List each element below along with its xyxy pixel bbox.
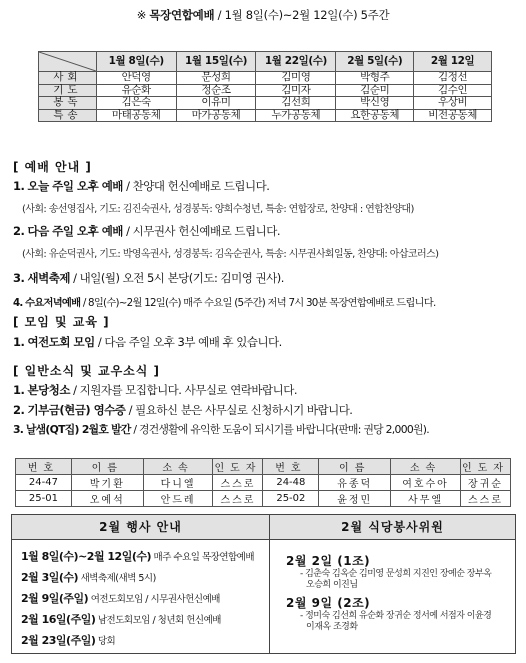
service-group-names: - 김춘숙 김옥순 김미영 문성희 지진인 장예순 장부옥 bbox=[300, 569, 492, 579]
event-item bbox=[21, 548, 254, 564]
schedule-date-header: 1월 15일(수) bbox=[176, 52, 256, 72]
schedule-date-header: 1월 8일(수) bbox=[96, 52, 176, 72]
schedule-date-header: 2월 5일(수) bbox=[336, 52, 414, 72]
table-cell: 사무엘 bbox=[391, 491, 461, 507]
table-cell: 24-47 bbox=[16, 475, 72, 491]
worship-item bbox=[13, 270, 284, 286]
title-sep: / bbox=[217, 8, 222, 22]
schedule-cell: 요한공동체 bbox=[336, 109, 414, 122]
item-number: 1. bbox=[13, 383, 25, 397]
meeting-heading: [ 모임 및 교육 ] bbox=[13, 315, 110, 329]
item-title: 본당청소 bbox=[27, 383, 70, 397]
event-item bbox=[21, 632, 115, 648]
item-title: 기부금(현금) 영수증 bbox=[27, 403, 126, 417]
service-group-date: 2월 9일 (2조) bbox=[286, 596, 371, 610]
service-group-names: 오승희 이진님 bbox=[306, 580, 358, 590]
table-cell: 윤정민 bbox=[319, 491, 391, 507]
page-title bbox=[0, 7, 526, 23]
event-desc: 남전도회모임 / 청년회 헌신예배 bbox=[95, 615, 221, 626]
title-main: 목장연합예배 bbox=[149, 8, 215, 22]
item-text: / 지원자를 모집합니다. 사무실로 연락바랍니다. bbox=[69, 383, 298, 397]
table-row bbox=[16, 491, 511, 507]
item-text: / 시무권사 헌신예배로 드립니다. bbox=[122, 224, 280, 238]
schedule-row-special-song bbox=[39, 109, 492, 122]
item-number: 4. bbox=[13, 297, 23, 309]
news-heading: [ 일반소식 및 교우소식 ] bbox=[13, 364, 161, 378]
item-title: 수요저녁예배 bbox=[25, 297, 81, 309]
schedule-cell: 문성희 bbox=[176, 72, 256, 85]
schedule-row-reading bbox=[39, 97, 492, 110]
event-desc: 여전도회모임 / 시무권사헌신예배 bbox=[88, 594, 220, 605]
table-cell: 안드레 bbox=[143, 491, 213, 507]
service-group-names: - 정미숙 김선희 유순화 장귀순 정서예 서점자 이윤경 bbox=[300, 611, 492, 621]
event-item bbox=[21, 611, 221, 627]
worship-item bbox=[13, 178, 269, 194]
schedule-header-row bbox=[39, 52, 492, 72]
schedule-cell: 이유미 bbox=[176, 97, 256, 110]
table-cell: 스스로 bbox=[460, 491, 510, 507]
event-date: 2월 9일(주일) bbox=[21, 592, 89, 605]
item-text: / 경건생활에 유익한 도움이 되시기를 바랍니다(판매: 권당 2,000원). bbox=[130, 423, 430, 436]
event-desc: 당회 bbox=[95, 636, 116, 647]
schedule-cell: 김순미 bbox=[336, 84, 414, 97]
news-item bbox=[13, 382, 297, 398]
events-heading: 2월 행사 안내 bbox=[12, 515, 269, 540]
schedule-row-emcee bbox=[39, 72, 492, 85]
service-heading: 2월 식당봉사위원 bbox=[270, 515, 515, 540]
bottom-info-panel bbox=[11, 514, 516, 654]
schedule-corner-cell bbox=[39, 52, 97, 72]
item-title: 새벽축제 bbox=[27, 271, 70, 285]
table-cell: 박기환 bbox=[71, 475, 143, 491]
event-date: 2월 23일(주일) bbox=[21, 634, 96, 647]
schedule-cell: 박신영 bbox=[336, 97, 414, 110]
service-group-names: 이재옥 조경화 bbox=[306, 622, 358, 632]
worship-item-detail: (사회: 유순덕권사, 기도: 박영옥권사, 성경봉독: 김옥순권사, 특송: 시무권사회일동, 찬양대: 아삽코러스) bbox=[22, 249, 439, 260]
item-number: 1. bbox=[13, 335, 25, 349]
item-text: / 8일(수)~2월 12일(수) 매주 수요일 (5주간) 저녁 7시 30분 목장연합예배로 드립니다. bbox=[80, 297, 436, 309]
item-number: 3. bbox=[13, 423, 24, 436]
column-header: 이름 bbox=[319, 459, 391, 475]
column-header: 이름 bbox=[71, 459, 143, 475]
service-group-date: 2월 2일 (1조) bbox=[286, 554, 371, 568]
item-number: 2. bbox=[13, 403, 25, 417]
item-title: 여전도회 모임 bbox=[27, 335, 95, 349]
column-header: 번호 bbox=[263, 459, 319, 475]
schedule-role: 기도 bbox=[39, 84, 97, 97]
schedule-cell: 김미자 bbox=[256, 84, 336, 97]
item-title: 오늘 주일 오후 예배 bbox=[27, 179, 123, 193]
reference-mark: ※ bbox=[136, 8, 147, 22]
schedule-cell: 우상비 bbox=[414, 97, 492, 110]
event-desc: 새벽축제(새벽 5시) bbox=[78, 573, 156, 584]
column-header: 소속 bbox=[143, 459, 213, 475]
item-title: 다음 주일 오후 예배 bbox=[27, 224, 123, 238]
worship-item bbox=[13, 294, 436, 309]
event-date: 2월 16일(주일) bbox=[21, 613, 96, 626]
column-header: 인도자 bbox=[460, 459, 510, 475]
event-desc: 매주 수요일 목장연합예배 bbox=[151, 552, 255, 563]
meeting-item bbox=[13, 334, 282, 350]
newcomer-header-row bbox=[16, 459, 511, 475]
event-date: 2월 3일(수) bbox=[21, 571, 79, 584]
item-number: 1. bbox=[13, 179, 25, 193]
table-cell: 오예석 bbox=[71, 491, 143, 507]
schedule-table bbox=[38, 51, 492, 122]
events-box bbox=[12, 515, 270, 653]
worship-item bbox=[13, 223, 280, 239]
table-cell: 여호수아 bbox=[391, 475, 461, 491]
table-cell: 스스로 bbox=[213, 491, 263, 507]
item-text: / 필요하신 분은 사무실로 신청하시기 바랍니다. bbox=[125, 403, 353, 417]
schedule-date-header: 1월 22일(수) bbox=[256, 52, 336, 72]
item-text: / 내일(월) 오전 5시 본당(기도: 김미영 권사). bbox=[69, 271, 284, 285]
column-header: 인도자 bbox=[213, 459, 263, 475]
table-cell: 장귀순 bbox=[460, 475, 510, 491]
item-text: / 다음 주일 오후 3부 예배 후 있습니다. bbox=[94, 335, 282, 349]
column-header: 소속 bbox=[391, 459, 461, 475]
schedule-cell: 누가공동체 bbox=[256, 109, 336, 122]
item-number: 3. bbox=[13, 271, 25, 285]
schedule-cell: 마태공동체 bbox=[96, 109, 176, 122]
table-cell: 25-02 bbox=[263, 491, 319, 507]
schedule-role: 봉독 bbox=[39, 97, 97, 110]
newcomer-table bbox=[15, 458, 511, 507]
schedule-role: 사회 bbox=[39, 72, 97, 85]
column-header: 번호 bbox=[16, 459, 72, 475]
schedule-row-prayer bbox=[39, 84, 492, 97]
table-cell: 다니엘 bbox=[143, 475, 213, 491]
event-item bbox=[21, 569, 156, 585]
schedule-cell: 마가공동체 bbox=[176, 109, 256, 122]
event-item bbox=[21, 590, 220, 606]
schedule-cell: 김미영 bbox=[256, 72, 336, 85]
schedule-cell: 김은숙 bbox=[96, 97, 176, 110]
schedule-cell: 안덕영 bbox=[96, 72, 176, 85]
item-number: 2. bbox=[13, 224, 25, 238]
schedule-role: 특송 bbox=[39, 109, 97, 122]
schedule-date-header: 2월 12일 bbox=[414, 52, 492, 72]
schedule-cell: 비전공동체 bbox=[414, 109, 492, 122]
table-cell: 스스로 bbox=[213, 475, 263, 491]
schedule-cell: 김정선 bbox=[414, 72, 492, 85]
item-title: 날샘(QT집) 2월호 발간 bbox=[25, 423, 131, 436]
table-cell: 24-48 bbox=[263, 475, 319, 491]
schedule-cell: 박형주 bbox=[336, 72, 414, 85]
schedule-cell: 김수인 bbox=[414, 84, 492, 97]
table-row bbox=[16, 475, 511, 491]
news-item bbox=[13, 402, 352, 418]
schedule-cell: 정순조 bbox=[176, 84, 256, 97]
table-cell: 유종덕 bbox=[319, 475, 391, 491]
item-text: / 찬양대 헌신예배로 드립니다. bbox=[122, 179, 270, 193]
schedule-cell: 유순화 bbox=[96, 84, 176, 97]
table-cell: 25-01 bbox=[16, 491, 72, 507]
news-item bbox=[13, 422, 429, 437]
worship-item-detail: (사회: 송선영집사, 기도: 김진숙권사, 성경봉독: 양희수청년, 특송: 연합장로, 찬양대 : 연합찬양대) bbox=[22, 204, 414, 215]
title-period: 1월 8일(수)~2월 12일(수) 5주간 bbox=[224, 8, 390, 22]
service-box bbox=[270, 515, 515, 653]
schedule-cell: 김선희 bbox=[256, 97, 336, 110]
worship-heading: [ 예배 안내 ] bbox=[13, 160, 92, 174]
event-date: 1월 8일(수)~2월 12일(수) bbox=[21, 550, 152, 563]
